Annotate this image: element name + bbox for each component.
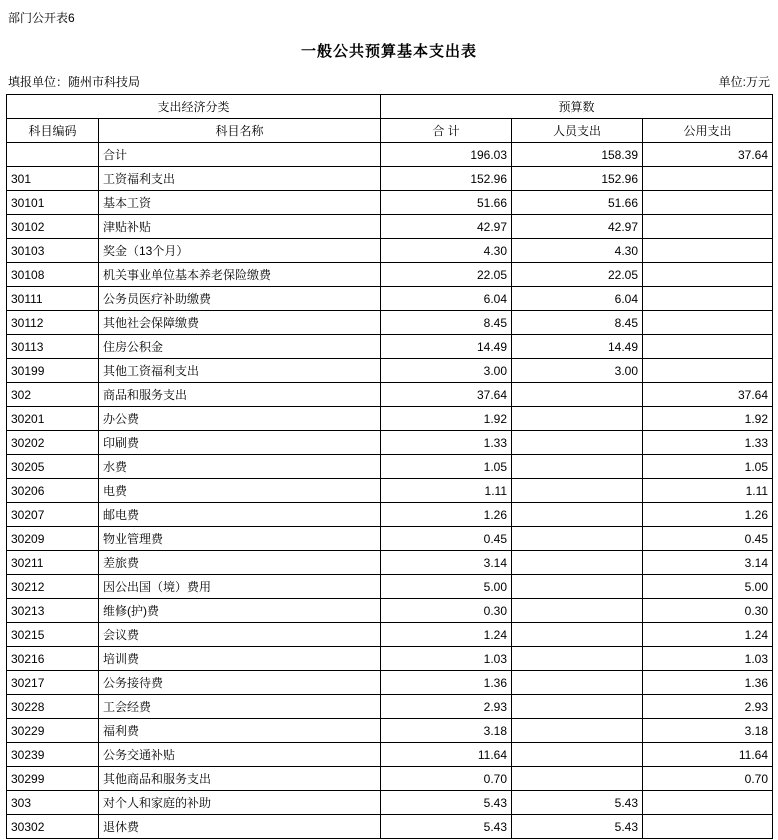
page-title: 一般公共预算基本支出表 (300, 43, 477, 60)
cell-personnel: 14.49 (512, 335, 643, 359)
cell-public: 37.64 (643, 143, 773, 167)
cell-code: 30229 (7, 719, 99, 743)
table-row (7, 215, 773, 239)
cell-code: 301 (7, 167, 99, 191)
cell-code: 30216 (7, 647, 99, 671)
cell-total: 22.05 (381, 263, 512, 287)
document-tag: 部门公开表6 (8, 11, 75, 25)
cell-total: 1.24 (381, 623, 512, 647)
cell-personnel: 4.30 (512, 239, 643, 263)
table-row (7, 455, 773, 479)
cell-subject-name: 公务交通补贴 (99, 743, 381, 767)
table-row (7, 167, 773, 191)
table-row (7, 551, 773, 575)
table-row (7, 695, 773, 719)
cell-code: 30199 (7, 359, 99, 383)
table-row (7, 383, 773, 407)
cell-code: 30212 (7, 575, 99, 599)
cell-total: 5.00 (381, 575, 512, 599)
cell-code: 30111 (7, 287, 99, 311)
cell-public (643, 239, 773, 263)
column-header-total: 合 计 (381, 119, 512, 143)
cell-personnel (512, 767, 643, 791)
cell-code: 30108 (7, 263, 99, 287)
cell-code: 30207 (7, 503, 99, 527)
cell-total: 3.14 (381, 551, 512, 575)
column-header-code: 科目编码 (7, 119, 99, 143)
cell-subject-name: 电费 (99, 479, 381, 503)
table-row (7, 623, 773, 647)
cell-personnel: 42.97 (512, 215, 643, 239)
cell-personnel (512, 503, 643, 527)
cell-personnel: 3.00 (512, 359, 643, 383)
cell-subject-name: 退休费 (99, 815, 381, 839)
cell-personnel (512, 743, 643, 767)
cell-subject-name: 维修(护)费 (99, 599, 381, 623)
cell-public (643, 287, 773, 311)
table-row (7, 575, 773, 599)
cell-total: 14.49 (381, 335, 512, 359)
cell-subject-name: 物业管理费 (99, 527, 381, 551)
cell-public: 0.70 (643, 767, 773, 791)
cell-code: 30209 (7, 527, 99, 551)
cell-public: 0.45 (643, 527, 773, 551)
cell-public (643, 191, 773, 215)
table-row (7, 479, 773, 503)
cell-code: 30228 (7, 695, 99, 719)
cell-subject-name: 其他社会保障缴费 (99, 311, 381, 335)
cell-personnel (512, 479, 643, 503)
table-row (7, 503, 773, 527)
cell-personnel: 5.43 (512, 791, 643, 815)
cell-code: 30205 (7, 455, 99, 479)
table-row (7, 191, 773, 215)
cell-public: 3.18 (643, 719, 773, 743)
cell-subject-name: 差旅费 (99, 551, 381, 575)
cell-public: 5.00 (643, 575, 773, 599)
cell-code: 302 (7, 383, 99, 407)
cell-code: 30299 (7, 767, 99, 791)
table-row (7, 335, 773, 359)
cell-subject-name: 机关事业单位基本养老保险缴费 (99, 263, 381, 287)
cell-subject-name: 因公出国（境）费用 (99, 575, 381, 599)
cell-total: 1.05 (381, 455, 512, 479)
cell-public (643, 791, 773, 815)
cell-total: 1.26 (381, 503, 512, 527)
cell-subject-name: 基本工资 (99, 191, 381, 215)
cell-code: 303 (7, 791, 99, 815)
table-row (7, 791, 773, 815)
table-header-group-row (7, 95, 773, 119)
cell-subject-name: 工会经费 (99, 695, 381, 719)
cell-personnel (512, 431, 643, 455)
cell-code: 30112 (7, 311, 99, 335)
table-row (7, 527, 773, 551)
table-header (7, 95, 773, 143)
cell-code: 30101 (7, 191, 99, 215)
cell-subject-name: 邮电费 (99, 503, 381, 527)
cell-subject-name: 工资福利支出 (99, 167, 381, 191)
cell-personnel (512, 455, 643, 479)
cell-personnel (512, 383, 643, 407)
table-body (7, 143, 773, 839)
cell-public: 1.26 (643, 503, 773, 527)
cell-public: 0.30 (643, 599, 773, 623)
cell-total: 1.03 (381, 647, 512, 671)
cell-total: 1.92 (381, 407, 512, 431)
cell-subject-name: 其他工资福利支出 (99, 359, 381, 383)
cell-personnel: 6.04 (512, 287, 643, 311)
header-group-budget-amount: 预算数 (381, 95, 773, 119)
table-row (7, 311, 773, 335)
cell-total: 37.64 (381, 383, 512, 407)
cell-total: 1.33 (381, 431, 512, 455)
cell-total: 6.04 (381, 287, 512, 311)
cell-personnel (512, 575, 643, 599)
cell-code: 30302 (7, 815, 99, 839)
cell-personnel: 51.66 (512, 191, 643, 215)
cell-personnel: 5.43 (512, 815, 643, 839)
table-row (7, 671, 773, 695)
cell-total: 1.36 (381, 671, 512, 695)
cell-public: 1.11 (643, 479, 773, 503)
cell-public (643, 359, 773, 383)
cell-personnel (512, 647, 643, 671)
cell-personnel (512, 623, 643, 647)
cell-total: 3.18 (381, 719, 512, 743)
cell-total: 5.43 (381, 791, 512, 815)
cell-subject-name: 会议费 (99, 623, 381, 647)
table-row (7, 431, 773, 455)
table-row (7, 239, 773, 263)
header-group-expense-classification: 支出经济分类 (7, 95, 381, 119)
table-row (7, 287, 773, 311)
cell-public: 1.05 (643, 455, 773, 479)
cell-total: 3.00 (381, 359, 512, 383)
cell-public: 37.64 (643, 383, 773, 407)
cell-personnel: 158.39 (512, 143, 643, 167)
cell-code: 30102 (7, 215, 99, 239)
cell-subject-name: 奖金（13个月） (99, 239, 381, 263)
cell-public (643, 167, 773, 191)
cell-subject-name: 公务员医疗补助缴费 (99, 287, 381, 311)
cell-code: 30202 (7, 431, 99, 455)
table-row (7, 263, 773, 287)
cell-code: 30215 (7, 623, 99, 647)
table-row (7, 815, 773, 839)
cell-personnel (512, 719, 643, 743)
cell-total: 2.93 (381, 695, 512, 719)
cell-total: 0.70 (381, 767, 512, 791)
cell-code: 30211 (7, 551, 99, 575)
cell-public: 1.03 (643, 647, 773, 671)
cell-public: 2.93 (643, 695, 773, 719)
cell-public: 11.64 (643, 743, 773, 767)
cell-public (643, 263, 773, 287)
cell-public: 3.14 (643, 551, 773, 575)
cell-subject-name: 办公费 (99, 407, 381, 431)
cell-personnel: 8.45 (512, 311, 643, 335)
cell-code: 30217 (7, 671, 99, 695)
cell-total: 196.03 (381, 143, 512, 167)
document-meta (8, 73, 770, 90)
cell-personnel (512, 599, 643, 623)
column-header-public: 公用支出 (643, 119, 773, 143)
table-row (7, 599, 773, 623)
cell-subject-name: 福利费 (99, 719, 381, 743)
table-row (7, 143, 773, 167)
cell-subject-name: 合计 (99, 143, 381, 167)
unit-note: 单位:万元 (718, 75, 770, 89)
column-header-personnel: 人员支出 (512, 119, 643, 143)
table-row (7, 743, 773, 767)
cell-subject-name: 住房公积金 (99, 335, 381, 359)
cell-public: 1.92 (643, 407, 773, 431)
cell-public (643, 335, 773, 359)
cell-code: 30113 (7, 335, 99, 359)
cell-public: 1.36 (643, 671, 773, 695)
table-row (7, 359, 773, 383)
cell-total: 42.97 (381, 215, 512, 239)
cell-code: 30213 (7, 599, 99, 623)
cell-total: 5.43 (381, 815, 512, 839)
column-header-name: 科目名称 (99, 119, 381, 143)
cell-total: 0.45 (381, 527, 512, 551)
cell-public (643, 215, 773, 239)
cell-public: 1.33 (643, 431, 773, 455)
cell-public (643, 815, 773, 839)
cell-total: 152.96 (381, 167, 512, 191)
cell-public: 1.24 (643, 623, 773, 647)
budget-table (6, 94, 773, 839)
cell-subject-name: 其他商品和服务支出 (99, 767, 381, 791)
cell-code: 30239 (7, 743, 99, 767)
cell-subject-name: 印刷费 (99, 431, 381, 455)
cell-total: 51.66 (381, 191, 512, 215)
cell-total: 11.64 (381, 743, 512, 767)
cell-code: 30206 (7, 479, 99, 503)
cell-total: 8.45 (381, 311, 512, 335)
cell-code: 30103 (7, 239, 99, 263)
cell-total: 4.30 (381, 239, 512, 263)
cell-personnel (512, 671, 643, 695)
cell-code: 30201 (7, 407, 99, 431)
cell-subject-name: 公务接待费 (99, 671, 381, 695)
reporting-unit: 填报单位：随州市科技局 (8, 75, 141, 89)
cell-total: 1.11 (381, 479, 512, 503)
cell-total: 0.30 (381, 599, 512, 623)
cell-public (643, 311, 773, 335)
cell-subject-name: 培训费 (99, 647, 381, 671)
table-header-column-row (7, 119, 773, 143)
table-row (7, 719, 773, 743)
cell-personnel (512, 407, 643, 431)
cell-personnel (512, 527, 643, 551)
cell-personnel (512, 551, 643, 575)
table-row (7, 407, 773, 431)
table-row (7, 647, 773, 671)
cell-subject-name: 商品和服务支出 (99, 383, 381, 407)
table-row (7, 767, 773, 791)
cell-subject-name: 津贴补贴 (99, 215, 381, 239)
cell-subject-name: 对个人和家庭的补助 (99, 791, 381, 815)
cell-personnel: 152.96 (512, 167, 643, 191)
cell-personnel (512, 695, 643, 719)
cell-subject-name: 水费 (99, 455, 381, 479)
cell-personnel: 22.05 (512, 263, 643, 287)
cell-code (7, 143, 99, 167)
